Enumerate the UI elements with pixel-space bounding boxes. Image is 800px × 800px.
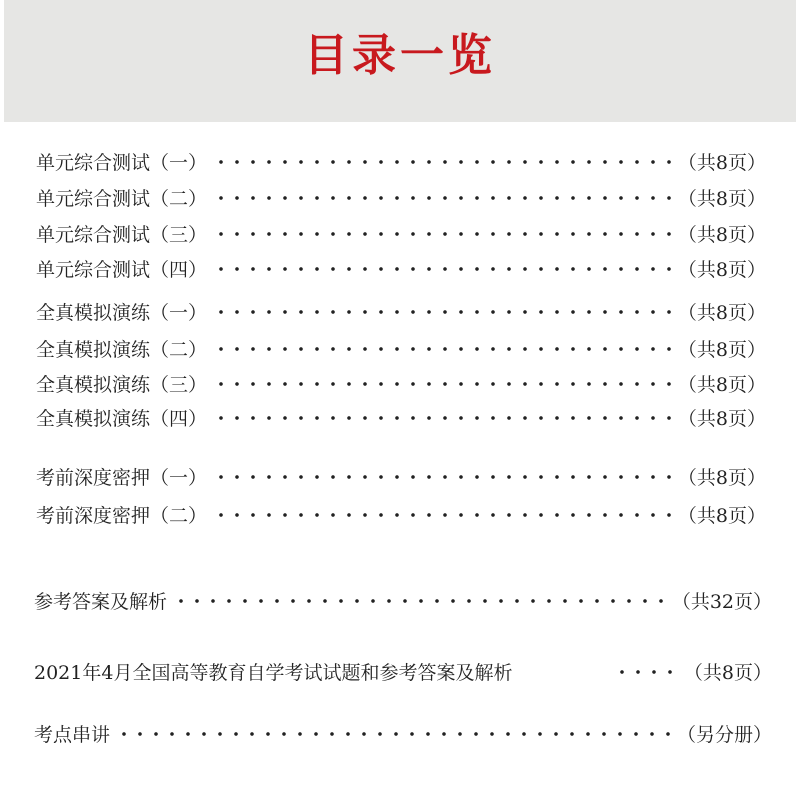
dot-leader [213,194,672,202]
toc-entry[interactable] [36,146,766,176]
dot-leader [213,308,672,316]
dot-leader [213,158,672,166]
toc-entry-pages: （共8页） [677,504,766,527]
toc-entry-label: 参考答案及解析 [34,590,168,613]
dot-leader [213,414,672,422]
dot-leader [213,511,672,519]
toc-entry-pages: （共8页） [677,373,766,396]
toc-entry-label: 考前深度密押（二） [36,504,208,527]
dot-leader [213,230,672,238]
toc-entry[interactable] [36,368,766,398]
toc-entry-label: 全真模拟演练（一） [36,301,208,324]
toc-entry[interactable] [36,253,766,283]
toc-entry[interactable] [36,402,766,432]
toc-entry-pages: （共32页） [671,590,772,613]
toc-entry-pages: （共8页） [677,466,766,489]
dot-leader [213,380,672,388]
toc-entry-label: 全真模拟演练（二） [36,338,208,361]
toc-entry-pages: （共8页） [677,301,766,324]
dot-leader [116,730,671,738]
toc-entry-label: 单元综合测试（四） [36,258,208,281]
toc-entry-pages: （共8页） [677,407,766,430]
toc-entry-pages: （共8页） [677,338,766,361]
toc-entry-label: 单元综合测试（二） [36,187,208,210]
dot-leader [173,597,666,605]
toc-entry[interactable] [36,182,766,212]
toc-entry-label: 单元综合测试（三） [36,223,208,246]
toc-entry-label: 全真模拟演练（三） [36,373,208,396]
dot-leader [213,345,672,353]
toc-entry-label: 单元综合测试（一） [36,151,208,174]
toc-entry-label: 全真模拟演练（四） [36,407,208,430]
toc-entry-label: 考点串讲 [34,723,111,746]
toc-entry[interactable] [36,218,766,248]
toc-entry-pages: （共8页） [677,223,766,246]
toc-entry[interactable] [34,656,772,686]
page-title: 目录一览 [304,30,496,81]
toc-entry-pages: （共8页） [677,187,766,210]
toc-entry-label: 考前深度密押（一） [36,466,208,489]
toc-entry[interactable] [36,333,766,363]
toc-entry-pages: （共8页） [677,151,766,174]
toc-entry[interactable] [36,499,766,529]
dot-leader [614,668,678,676]
header-banner [4,0,796,122]
dot-leader [213,265,672,273]
toc-entry[interactable] [36,461,766,491]
toc-entry[interactable] [34,585,772,615]
toc-entry[interactable] [34,718,772,748]
toc-entry-label: 2021年4月全国高等教育自学考试试题和参考答案及解析 [34,661,513,684]
toc-entry-pages: （共8页） [683,661,772,684]
toc-entry[interactable] [36,296,766,326]
toc-entry-pages: （另分册） [676,723,772,746]
dot-leader [213,473,672,481]
toc-entry-pages: （共8页） [677,258,766,281]
